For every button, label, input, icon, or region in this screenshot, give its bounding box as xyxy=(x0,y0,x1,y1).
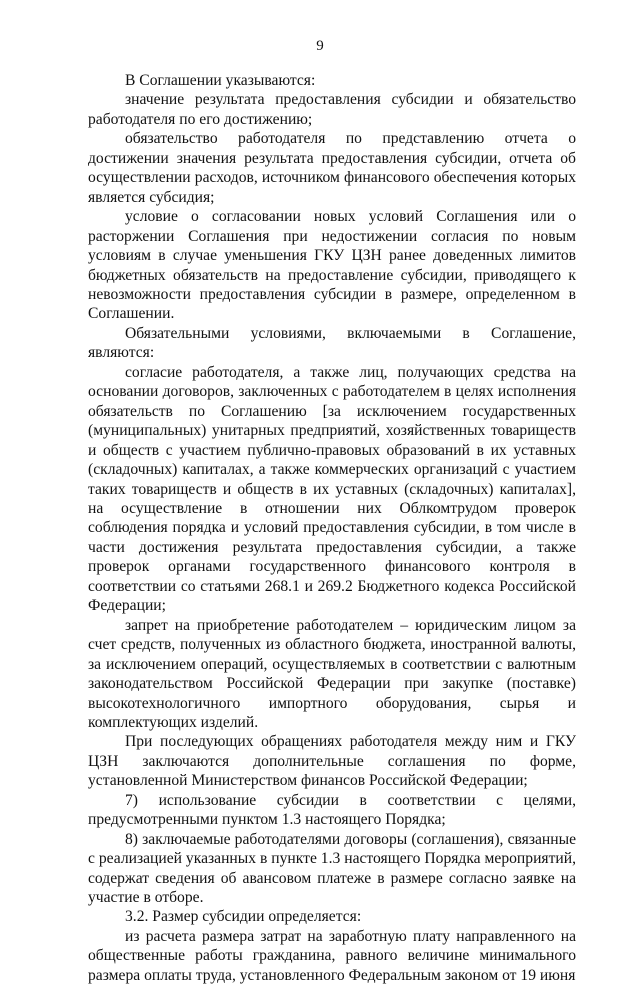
paragraph-currency-ban: запрет на приобретение работодателем – юридическим лицом за счет средств, полученных из областного бюджета, иностранной валюты, за исключением операций, осуществляемых в соответствии с валютным законодательством Российской Федерации при закупке (поставке) высокотехнологичного импортного оборудования, сырья и комплектующих изделий. xyxy=(88,616,576,731)
paragraph-item-8: 8) заключаемые работодателями договоры (соглашения), связанные с реализацией указанных в пункте 1.3 настоящего Порядка мероприятий, содержат сведения об авансовом платеже в размере согласно заявке на участие в отборе. xyxy=(88,830,576,907)
paragraph-result-value: значение результата предоставления субсидии и обязательство работодателя по его достижению; xyxy=(88,91,576,128)
paragraph-calculation: из расчета размера затрат на заработную плату направленного на общественные работы гражданина, равного величине минимального размера оплаты труда, установленного Федеральным законом от 19 июня xyxy=(88,927,576,984)
paragraph-report-obligation: обязательство работодателя по представлению отчета о достижении значения результата предоставления субсидии, отчета об осуществлении расходов, источником финансового обеспечения которых является субсидия; xyxy=(88,130,576,206)
paragraph-new-conditions: условие о согласовании новых условий Соглашения или о расторжении Соглашения при недостижении согласия по новым условиям в случае уменьшения ГКУ ЦЗН ранее доведенных лимитов бюджетных обязательств на предоставление субсидии, приводящего к невозможности предоставления субсидии в размере, определенном в Соглашении. xyxy=(88,208,576,323)
paragraph-section-3-2: 3.2. Размер субсидии определяется: xyxy=(125,908,362,926)
page-number: 9 xyxy=(316,38,324,54)
paragraph-additional-agreements: При последующих обращениях работодателя между ним и ГКУ ЦЗН заключаются дополнительные соглашения по форме, установленной Министерством финансов Российской Федерации; xyxy=(88,733,576,790)
paragraph-mandatory-conditions: Обязательными условиями, включаемыми в Соглашение, являются: xyxy=(88,324,576,362)
document-body xyxy=(88,71,576,985)
paragraph-item-7: 7) использование субсидии в соответствии с целями, предусмотренными пунктом 1.3 настоящего Порядка; xyxy=(88,791,576,829)
paragraph-employer-consent: согласие работодателя, а также лиц, получающих средства на основании договоров, заключенных с работодателем в целях исполнения обязательств по Соглашению [за исключением государственных (муниципальных) унитарных предприятий, хозяйственных товариществ и обществ с участием публично-правовых образований в их уставных (складочных) капиталах, а также коммерческих организаций с участием таких товариществ и обществ в их уставных (складочных) капиталах], на осуществление в отношении них Облкомтрудом проверок соблюдения порядка и условий предоставления субсидии, в том числе в части достижения результата предоставления субсидии, а также проверок органами государственного финансового контроля в соответствии со статьями 268.1 и 269.2 Бюджетного кодекса Российской Федерации; xyxy=(88,363,576,615)
paragraph-agreement-intro: В Соглашении указываются: xyxy=(125,72,316,89)
